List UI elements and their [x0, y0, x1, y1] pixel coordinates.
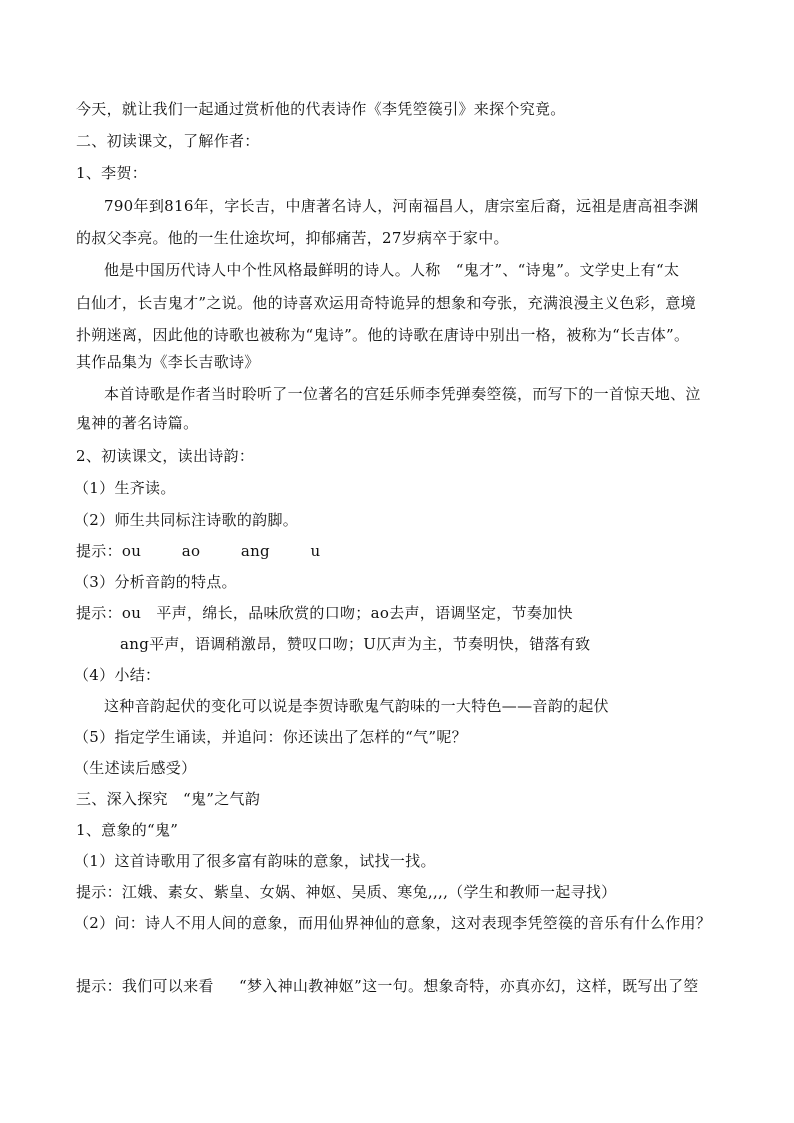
- hint-line: ang平声，语调稍激昂，赞叹口吻；U仄声为主，节奏明快，错落有致: [120, 635, 591, 653]
- paragraph-line: 其作品集为《李长吉歌诗》: [76, 353, 260, 371]
- subsection-heading: 1、李贺：: [76, 164, 148, 182]
- hint-line: 提示：ou ao ang u: [76, 542, 321, 560]
- paragraph-line: 这种音韵起伏的变化可以说是李贺诗歌鬼气韵味的一大特色——音韵的起伏: [104, 697, 609, 715]
- list-item: （5）指定学生诵读，并追问：你还读出了怎样的“气”呢？: [74, 728, 467, 746]
- hint-line: 提示：ou 平声，绵长，品味欣赏的口吻；ao去声，语调坚定，节奏加快: [76, 604, 573, 622]
- hint-line: 提示：江娥、素女、紫皇、女娲、神妪、吴质、寒兔,,,,（学生和教师一起寻找）: [76, 883, 617, 901]
- list-item: （2）问：诗人不用人间的意象，而用仙界神仙的意象，这对表现李凭箜篌的音乐有什么作用？: [74, 914, 712, 932]
- hint-line: 提示：我们可以来看 “梦入神山教神妪”这一句。想象奇特，亦真亦幻，这样，既写出了箜: [76, 977, 699, 995]
- paragraph-line: 扑朔迷离，因此他的诗歌也被称为“鬼诗”。他的诗歌在唐诗中别出一格，被称为“长吉体”。: [76, 326, 690, 344]
- paragraph-line: 本首诗歌是作者当时聆听了一位著名的宫廷乐师李凭弹奏箜篌，而写下的一首惊天地、泣: [104, 385, 701, 403]
- list-item: （2）师生共同标注诗歌的韵脚。: [74, 511, 299, 529]
- section-heading: 三、深入探究 “鬼”之气韵: [76, 790, 261, 808]
- subsection-heading: 2、初读课文，读出诗韵：: [76, 447, 255, 465]
- paragraph-line: 白仙才，长吉鬼才”之说。他的诗喜欢运用奇特诡异的想象和夸张，充满浪漫主义色彩，意境: [76, 294, 696, 312]
- paragraph-line: 鬼神的著名诗篇。: [76, 414, 199, 432]
- paragraph-line: 他是中国历代诗人中个性风格最鲜明的诗人。人称 “鬼才”、“诗鬼”。文学史上有“太: [104, 261, 680, 279]
- paragraph-line: 的叔父李亮。他的一生仕途坎坷，抑郁痛苦，27岁病卒于家中。: [76, 229, 509, 247]
- paragraph-line: 790年到816年，字长吉，中唐著名诗人，河南福昌人，唐宗室后裔，远祖是唐高祖李渊: [104, 197, 699, 215]
- list-item: （1）这首诗歌用了很多富有韵味的意象，试找一找。: [74, 852, 436, 870]
- list-item: （生述读后感受）: [74, 759, 197, 777]
- paragraph-line: 今天，就让我们一起通过赏析他的代表诗作《李凭箜篌引》来探个究竟。: [76, 100, 566, 118]
- list-item: （4）小结：: [74, 666, 161, 684]
- list-item: （3）分析音韵的特点。: [74, 573, 237, 591]
- section-heading: 二、初读课文，了解作者：: [76, 132, 260, 150]
- list-item: （1）生齐读。: [74, 479, 176, 497]
- subsection-heading: 1、意象的“鬼”: [76, 821, 179, 839]
